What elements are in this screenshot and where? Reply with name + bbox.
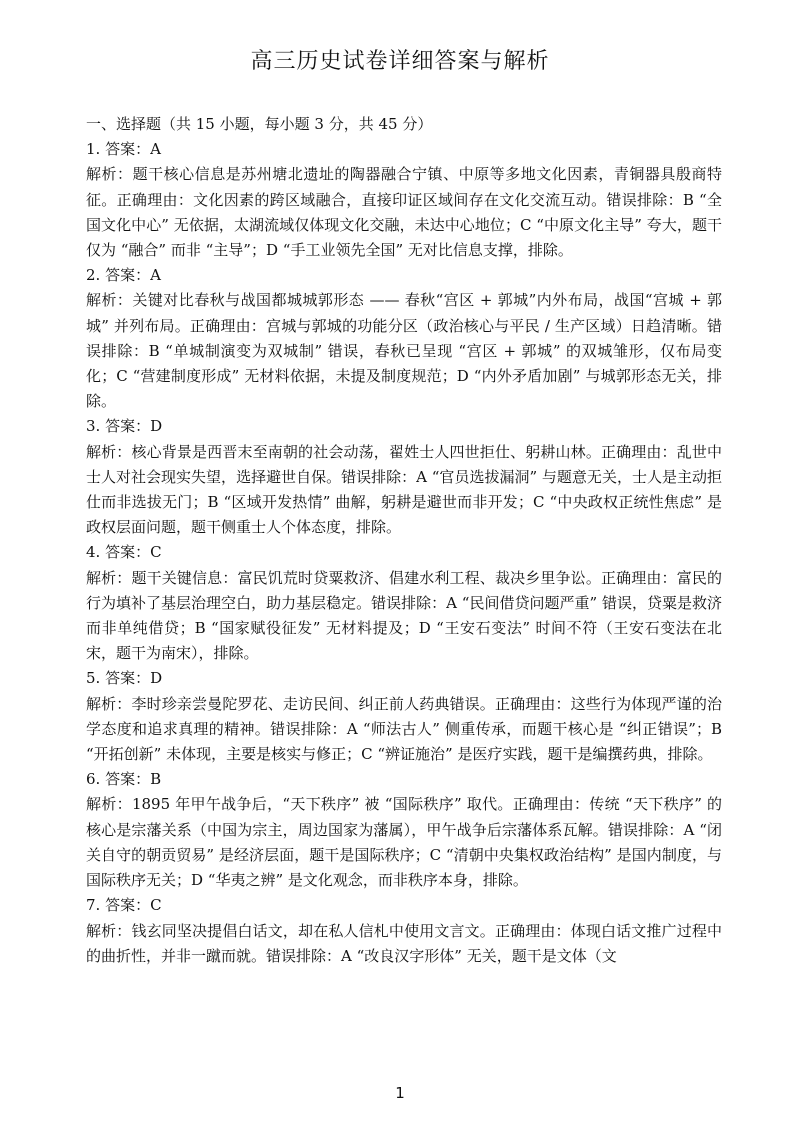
answer-content — [86, 112, 722, 969]
question-5-answer: 5. 答案：D — [86, 669, 163, 688]
question-6-analysis: 解析：1895 年甲午战争后，“天下秩序” 被 “国际秩序” 取代。正确理由：传统 “天下秩序” 的核心是宗藩关系（中国为宗主，周边国家为藩属），甲午战争后宗藩体系瓦解。错误排除：A “闭关自守的朝贡贸易” 是经济层面，题干是国际秩序；C “清朝中央集权政治结构” 是国内制度，与国际秩序无关；D “华夷之辨” 是文化观念，而非秩序本身，排除。 — [86, 795, 722, 890]
question-2-analysis: 解析：关键对比春秋与战国都城城郭形态 —— 春秋“宫区 + 郭城”内外布局，战国“宫城 + 郭城” 并列布局。正确理由：宫城与郭城的功能分区（政治核心与平民 / 生产区域）日趋清晰。错误排除：B “单城制演变为双城制” 错误，春秋已呈现 “宫区 + 郭城” 的双城雏形，仅布局变化；C “营建制度形成” 无材料依据，未提及制度规范；D “内外矛盾加剧” 与城郭形态无关，排除。 — [86, 291, 722, 411]
question-5-analysis: 解析：李时珍亲尝曼陀罗花、走访民间、纠正前人药典错误。正确理由：这些行为体现严谨的治学态度和追求真理的精神。错误排除：A “师法古人” 侧重传承，而题干核心是 “纠正错误”；B “开拓创新” 未体现，主要是核实与修正；C “辨证施治” 是医疗实践，题干是编撰药典，排除。 — [86, 694, 722, 764]
question-1-answer: 1. 答案：A — [86, 140, 161, 159]
question-7-answer: 7. 答案：C — [86, 896, 162, 915]
question-4-answer: 4. 答案：C — [86, 543, 162, 562]
question-6-answer: 6. 答案：B — [86, 770, 162, 789]
section-heading: 一、选择题（共 15 小题，每小题 3 分，共 45 分） — [86, 115, 433, 133]
page-number: 1 — [395, 1084, 405, 1102]
question-1-analysis: 解析：题干核心信息是苏州塘北遗址的陶器融合宁镇、中原等多地文化因素，青铜器具殷商特征。正确理由：文化因素的跨区域融合，直接印证区域间存在文化交流互动。错误排除：B “全国文化中心” 无依据，太湖流域仅体现文化交融，未达中心地位；C “中原文化主导” 夸大，题干仅为 “融合” 而非 “主导”；D “手工业领先全国” 无对比信息支撑，排除。 — [86, 165, 722, 260]
question-2-answer: 2. 答案：A — [86, 266, 161, 285]
question-3-answer: 3. 答案：D — [86, 417, 163, 436]
question-4-analysis: 解析：题干关键信息：富民饥荒时贷粟救济、倡建水利工程、裁决乡里争讼。正确理由：富民的行为填补了基层治理空白，助力基层稳定。错误排除：A “民间借贷问题严重” 错误，贷粟是救济而非单纯借贷；B “国家赋役征发” 无材料提及；D “王安石变法” 时间不符（王安石变法在北宋，题干为南宋），排除。 — [86, 568, 722, 663]
question-3-analysis: 解析：核心背景是西晋末至南朝的社会动荡，翟姓士人四世拒仕、躬耕山林。正确理由：乱世中士人对社会现实失望，选择避世自保。错误排除：A “官员选拔漏洞” 与题意无关，士人是主动拒仕而非选拔无门；B “区域开发热情” 曲解，躬耕是避世而非开发；C “中央政权正统性焦虑” 是政权层面问题，题干侧重士人个体态度，排除。 — [86, 442, 722, 537]
page-title: 高三历史试卷详细答案与解析 — [250, 49, 550, 74]
question-7-analysis: 解析：钱玄同坚决提倡白话文，却在私人信札中使用文言文。正确理由：体现白话文推广过程中的曲折性，并非一蹴而就。错误排除：A “改良汉字形体” 无关，题干是文体（文 — [86, 921, 722, 965]
